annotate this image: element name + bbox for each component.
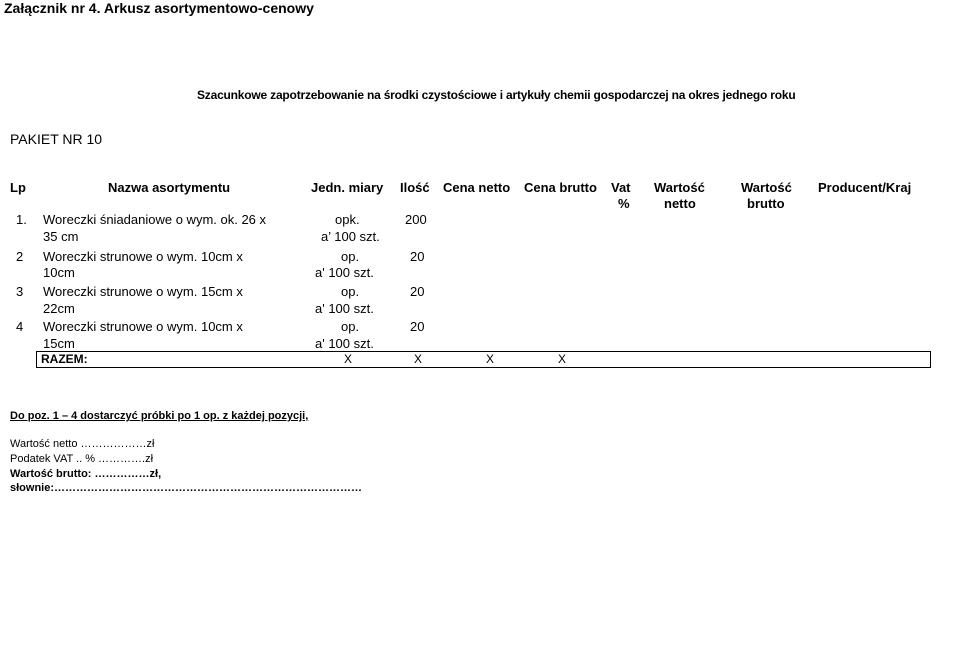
total-x-net-price: X bbox=[344, 352, 353, 366]
total-row-left-border bbox=[36, 351, 37, 368]
total-label: RAZEM: bbox=[41, 352, 88, 366]
vat-line: Podatek VAT .. % ………….zł bbox=[10, 453, 154, 465]
header-unit: Jedn. miary bbox=[311, 180, 384, 195]
row-lp: 3 bbox=[16, 284, 24, 299]
row-unit: op. bbox=[341, 284, 360, 299]
row-name: Woreczki strunowe o wym. 10cm x bbox=[43, 319, 243, 334]
row-name: Woreczki strunowe o wym. 10cm x bbox=[43, 249, 243, 264]
header-producer: Producent/Kraj bbox=[818, 180, 912, 195]
row-name: Woreczki strunowe o wym. 15cm x bbox=[43, 284, 243, 299]
header-vat-percent: % bbox=[618, 196, 630, 211]
total-x-value: X bbox=[558, 352, 567, 366]
row-unit-pack: a' 100 szt. bbox=[315, 301, 374, 316]
row-qty: 20 bbox=[410, 249, 425, 264]
header-net-price: Cena netto bbox=[443, 180, 511, 195]
row-name: Woreczki śniadaniowe o wym. ok. 26 x bbox=[43, 212, 267, 227]
gross-value-line: Wartość brutto: ……………zł, bbox=[10, 468, 162, 480]
attachment-title: Załącznik nr 4. Arkusz asortymentowo-cenowy bbox=[4, 0, 314, 16]
header-net-value-2: netto bbox=[664, 196, 696, 211]
row-name-cont: 15cm bbox=[43, 336, 75, 351]
row-qty: 20 bbox=[410, 319, 425, 334]
row-qty: 20 bbox=[410, 284, 425, 299]
row-lp: 4 bbox=[16, 319, 24, 334]
row-name-cont: 10cm bbox=[43, 265, 75, 280]
document-subtitle: Szacunkowe zapotrzebowanie na środki czystościowe i artykuły chemii gospodarczej na okres jednego roku bbox=[197, 88, 796, 102]
header-lp: Lp bbox=[10, 180, 26, 195]
sample-note: Do poz. 1 – 4 dostarczyć próbki po 1 op. z każdej pozycji, bbox=[10, 410, 309, 422]
total-row-right-border bbox=[930, 351, 931, 368]
total-row-bottom-border bbox=[36, 367, 931, 368]
header-gross-value: Wartość bbox=[741, 180, 792, 195]
net-value-line: Wartość netto ………………zł bbox=[10, 438, 155, 450]
row-name-cont: 22cm bbox=[43, 301, 75, 316]
row-lp: 2 bbox=[16, 249, 24, 264]
header-gross-price: Cena brutto bbox=[524, 180, 597, 195]
row-lp: 1. bbox=[16, 212, 27, 227]
total-x-vat: X bbox=[486, 352, 495, 366]
row-name-cont: 35 cm bbox=[43, 229, 79, 244]
header-vat: Vat bbox=[611, 180, 631, 195]
total-row-top-border bbox=[36, 351, 931, 352]
row-unit: op. bbox=[341, 319, 360, 334]
header-qty: Ilość bbox=[400, 180, 430, 195]
header-net-value: Wartość bbox=[654, 180, 705, 195]
total-x-gross-price: X bbox=[414, 352, 423, 366]
row-unit-pack: a’ 100 szt. bbox=[321, 229, 380, 244]
row-qty: 200 bbox=[405, 212, 427, 227]
row-unit: op. bbox=[341, 249, 360, 264]
row-unit: opk. bbox=[335, 212, 360, 227]
row-unit-pack: a' 100 szt. bbox=[315, 336, 374, 351]
header-name: Nazwa asortymentu bbox=[108, 180, 231, 195]
header-gross-value-2: brutto bbox=[747, 196, 785, 211]
in-words-line: słownie:………………………………………………………………………… bbox=[10, 482, 363, 494]
row-unit-pack: a' 100 szt. bbox=[315, 265, 374, 280]
package-label: PAKIET NR 10 bbox=[10, 131, 103, 147]
